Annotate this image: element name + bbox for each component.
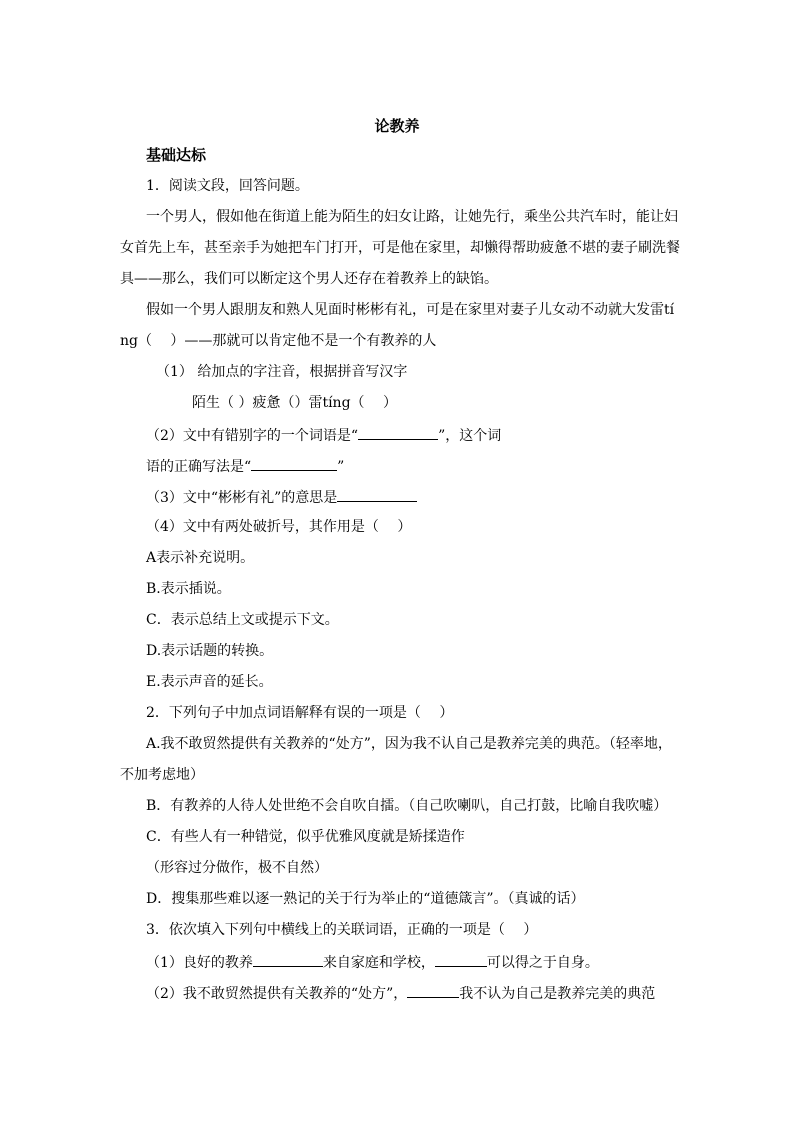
document-title: 论教养 — [374, 117, 420, 135]
q1-passage-p2-line1: 假如一个男人跟朋友和熟人见面时彬彬有礼，可是在家里对妻子儿女动不动就大发雷tí — [146, 302, 675, 318]
q2-stem: 2．下列句子中加点词语解释有误的一项是（ ） — [146, 705, 454, 721]
q3-s1-text-c: 可以得之于自身。 — [486, 955, 599, 971]
q3-stem: 3．依次填入下列句中横线上的关联词语，正确的一项是（ ） — [146, 922, 538, 938]
q2-option-a-line1: A.我不敢贸然提供有关教养的“处方”，因为我不认自己是教养完美的典范。（轻率地， — [146, 736, 672, 752]
answer-blank[interactable] — [253, 952, 323, 967]
q1-sub2-text-c: 语的正确写法是“ — [146, 459, 252, 475]
q1-passage-p1-line1: 一个男人，假如他在街道上能为陌生的妇女让路，让她先行，乘坐公共汽车时，能让妇 — [146, 209, 678, 225]
q1-sub1: （1） 给加点的字注音，根据拼音写汉字 — [156, 364, 408, 380]
q1-sub2-text-a: （2）文中有错别字的一个词语是“ — [146, 428, 359, 444]
answer-blank[interactable] — [435, 952, 487, 967]
q1-sub2-text-b: ”，这个词 — [438, 428, 502, 444]
answer-blank[interactable] — [337, 487, 417, 502]
q1-stem: 1．阅读文段，回答问题。 — [146, 178, 309, 194]
q1-sub2-line1 — [146, 425, 501, 445]
answer-blank[interactable] — [407, 983, 459, 998]
q1-passage-p2-line2: ng（ ）——那就可以肯定他不是一个有教养的人 — [120, 333, 437, 349]
q1-sub2-text-d: ” — [337, 459, 345, 475]
q1-sub3 — [146, 487, 417, 507]
q1-sub4: （4）文中有两处破折号，其作用是（ ） — [146, 519, 412, 535]
q2-option-c-line1: C．有些人有一种错觉，似乎优雅风度就是矫揉造作 — [146, 829, 465, 845]
q1-option-c: C．表示总结上文或提示下文。 — [146, 612, 339, 628]
q3-s2-text-a: （2）我不敢贸然提供有关教养的“处方”， — [146, 986, 408, 1002]
q1-option-d: D.表示话题的转换。 — [146, 643, 274, 659]
q1-sub1-items: 陌生（ ）疲惫（）雷tíng（ ） — [192, 395, 397, 411]
q1-passage-p1-line3: 具——那么，我们可以断定这个男人还存在着教养上的缺馅。 — [120, 271, 498, 287]
q2-option-d: D．搜集那些难以逐一熟记的关于行为举止的“道德箴言”。（真诚的话） — [146, 891, 585, 907]
answer-blank[interactable] — [251, 456, 337, 471]
q1-option-e: E.表示声音的延长。 — [146, 674, 273, 690]
q3-s1-text-a: （1）良好的教养 — [146, 955, 253, 971]
q2-option-c-line2: （形容过分做作，极不自然） — [146, 860, 328, 876]
q2-option-b: B．有教养的人待人处世绝不会自吹自擂。（自己吹喇叭，自己打鼓，比喻自我吹嘘） — [146, 798, 668, 814]
q3-sentence1 — [146, 952, 599, 972]
section-heading: 基础达标 — [146, 146, 207, 164]
q1-sub3-text: （3）文中“彬彬有礼”的意思是 — [146, 490, 338, 506]
q3-s1-text-b: 来自家庭和学校， — [322, 955, 435, 971]
q2-option-a-line2: 不加考虑地） — [120, 767, 204, 783]
q1-passage-p1-line2: 女首先上车，甚至亲手为她把车门打开，可是他在家里，却懒得帮助疲惫不堪的妻子刷洗餐 — [120, 240, 680, 256]
q1-option-a: A表示补充说明。 — [146, 550, 255, 566]
q3-s2-text-b: 我不认为自己是教养完美的典范 — [459, 986, 656, 1002]
q1-sub2-line2 — [146, 456, 344, 476]
answer-blank[interactable] — [358, 425, 438, 440]
q3-sentence2 — [146, 983, 655, 1003]
q1-option-b: B.表示插说。 — [146, 581, 231, 597]
